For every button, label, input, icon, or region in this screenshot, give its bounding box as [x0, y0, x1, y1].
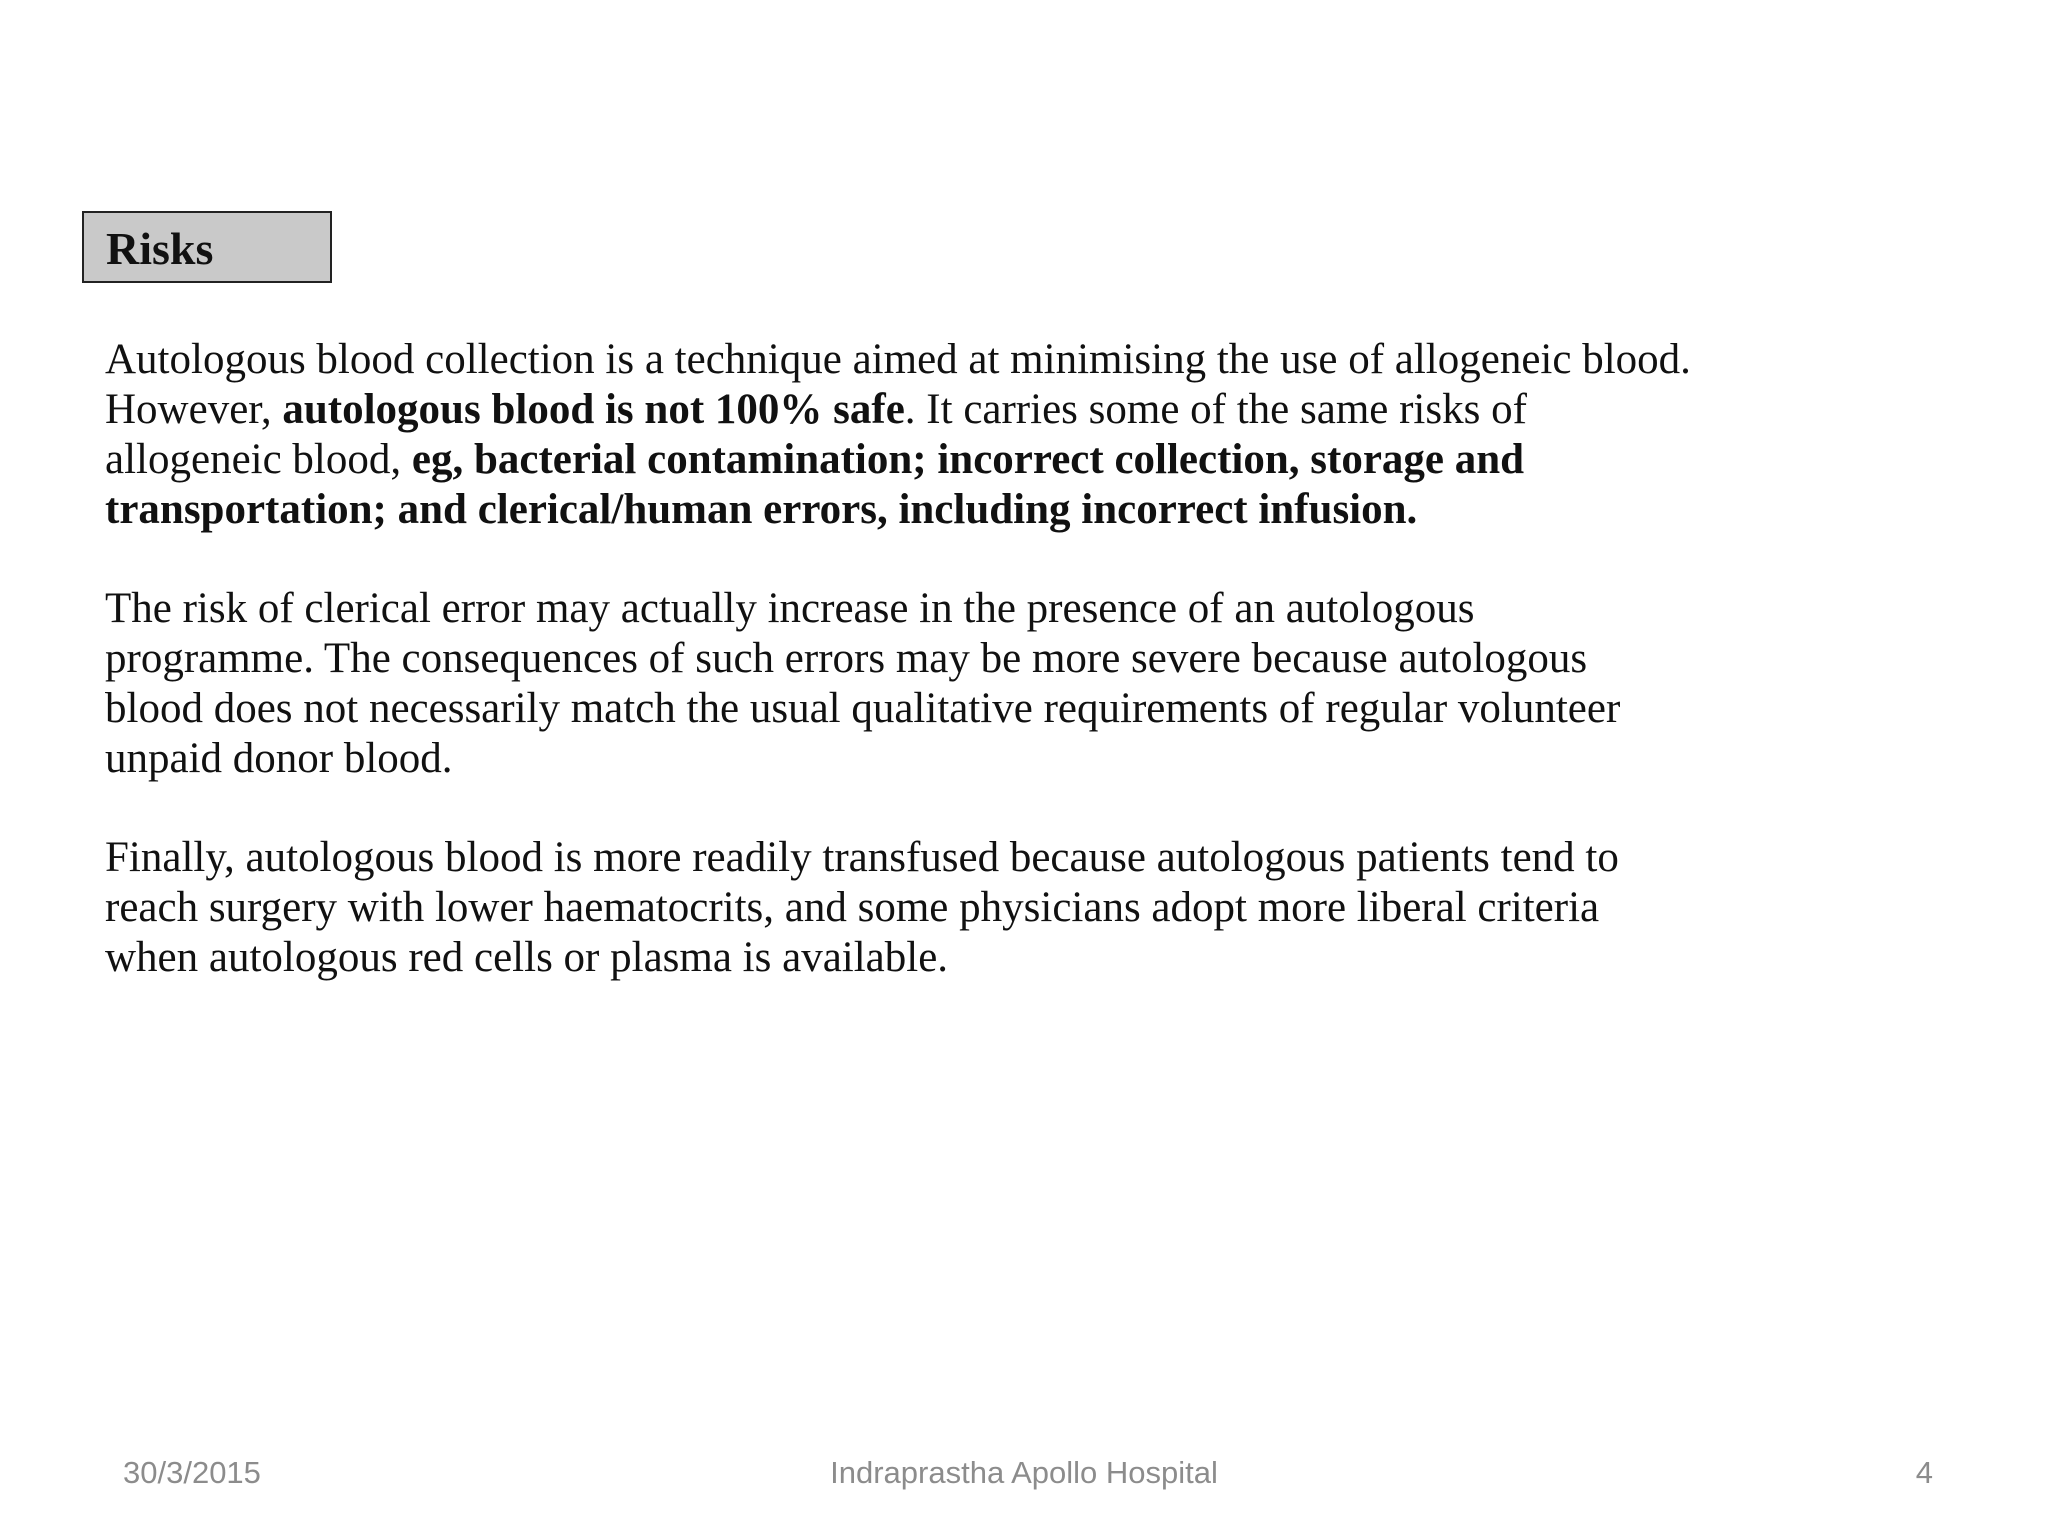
- slide-number: 4: [1915, 1455, 1933, 1490]
- text-line: [105, 883, 2005, 933]
- section-heading-box: [82, 211, 332, 283]
- section-heading: Risks: [106, 223, 214, 274]
- text-run: reach surgery with lower haematocrits, and some physicians adopt more liberal criteria: [105, 884, 1600, 931]
- text-line: [105, 435, 2005, 485]
- bold-text-run: eg, bacterial contamination; incorrect collection, storage and: [411, 436, 1525, 483]
- paragraph: [105, 335, 2005, 535]
- text-line: [105, 933, 2005, 983]
- text-line: [105, 634, 2005, 684]
- text-line: [105, 833, 2005, 883]
- text-line: [105, 684, 2005, 734]
- text-run: Finally, autologous blood is more readily transfused because autologous patients tend to: [105, 834, 1619, 881]
- bold-text-run: transportation; and clerical/human errors, including incorrect infusion.: [105, 486, 1418, 533]
- text-line: [105, 485, 2005, 535]
- text-run: when autologous red cells or plasma is available.: [105, 934, 949, 981]
- text-line: [105, 584, 2005, 634]
- text-run: allogeneic blood,: [105, 436, 412, 483]
- paragraph: [105, 833, 2005, 983]
- text-line: [105, 385, 2005, 435]
- text-run: blood does not necessarily match the usual qualitative requirements of regular volunteer: [105, 685, 1621, 732]
- text-run: The risk of clerical error may actually increase in the presence of an autologous: [105, 585, 1475, 632]
- slide-body: [105, 335, 2005, 1032]
- bold-text-run: autologous blood is not 100% safe: [282, 386, 905, 433]
- text-run: unpaid donor blood.: [105, 735, 453, 782]
- text-run: programme. The consequences of such errors may be more severe because autologous: [105, 635, 1588, 682]
- text-line: [105, 335, 2005, 385]
- footer-title: Indraprastha Apollo Hospital: [830, 1455, 1218, 1490]
- text-line: [105, 734, 2005, 784]
- footer-date: 30/3/2015: [123, 1455, 261, 1490]
- text-run: . It carries some of the same risks of: [904, 386, 1527, 433]
- text-run: However,: [105, 386, 283, 433]
- paragraph: [105, 584, 2005, 784]
- text-run: Autologous blood collection is a technique aimed at minimising the use of allogeneic blood.: [105, 336, 1691, 383]
